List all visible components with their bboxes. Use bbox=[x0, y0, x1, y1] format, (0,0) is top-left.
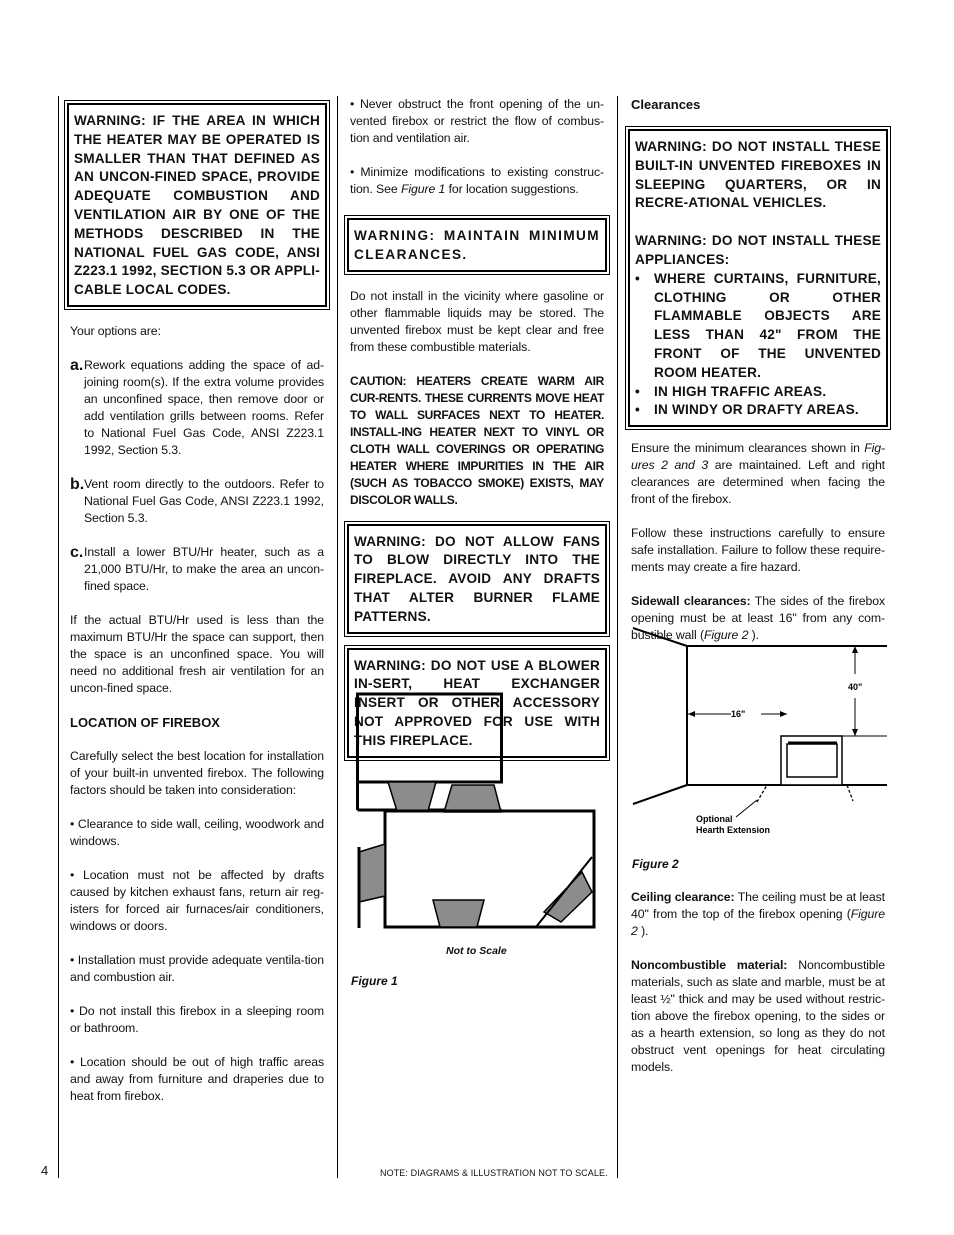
column-3-lower bbox=[631, 889, 885, 1076]
figure-1-floorplan bbox=[356, 692, 606, 938]
hearth-leader bbox=[736, 800, 757, 817]
column-3 bbox=[631, 96, 886, 1074]
warning-install-locations bbox=[628, 129, 888, 427]
ensure-paragraph bbox=[631, 440, 885, 508]
warning-text: WARNING: DO NOT ALLOW FANS TO BLOW DIRECTLY INTO THE FIREPLACE. AVOID ANY DRAFTS THAT ALTER BURNER FLAME PATTERNS. bbox=[354, 533, 600, 624]
option-b bbox=[70, 476, 324, 527]
btu-paragraph: If the actual BTU/Hr used is less than the maximum BTU/Hr the space can support, then the space is an unconfined space. You will need no additional fresh air ventilation for an uncon-fined space. bbox=[70, 612, 324, 695]
option-text: Rework equations adding the space of ad-joining room(s). If the extra volume provides an unconfined space, then remove door or add ventilation grills between rooms. Refer to National Fuel Gas Code, ANSI Z223.1 1992, Section 5.3. bbox=[84, 357, 324, 457]
paragraph-label: Sidewall clearances: bbox=[631, 594, 751, 609]
option-c bbox=[70, 544, 324, 595]
factor-item: • Installation must provide adequate ventila-tion and combustion air. bbox=[70, 952, 324, 984]
dimension-label-40: 40" bbox=[848, 682, 863, 692]
fireplace-symbol bbox=[433, 900, 484, 927]
paragraph-text: Noncombustible materials, such as slate and marble, must be at least ½" thick and may be used without restric-tion above the firebox opening, to the sides or as a hearth extension, so long as they do not obstruct vent openings for heat circulating models. bbox=[631, 958, 886, 1074]
arrowhead bbox=[852, 646, 858, 653]
paragraph-text: are maintained. Left and right clearances are determined when facing the front of the firebox. bbox=[631, 458, 885, 507]
bullet-text: • Minimize modifications to existing construc-tion. See bbox=[350, 165, 604, 196]
column-2 bbox=[350, 96, 604, 988]
factor-item: • Location must not be affected by drafts caused by kitchen exhaust fans, return air reg-isters for forced air furnaces/air conditioners, windows or doors. bbox=[70, 867, 324, 933]
paragraph-text: ). bbox=[637, 924, 649, 938]
hearth-label-line2: Hearth Extension bbox=[696, 825, 771, 835]
figure-ref: Figure 2 bbox=[704, 628, 749, 643]
vicinity-paragraph: Do not install in the vicinity where gasoline or other flammable liquids may be stored. The unvented firebox must be kept clear and free from these combustible materials. bbox=[350, 288, 604, 354]
warning-list-item: • WHERE CURTAINS, FURNITURE, CLOTHING OR OTHER FLAMMABLE OBJECTS ARE LESS THAN 42" FROM THE FRONT OF THE UNVENTED ROOM HEATER. bbox=[635, 270, 881, 383]
figure-1-note: Not to Scale bbox=[446, 945, 507, 957]
factor-item: • Clearance to side wall, ceiling, woodwork and windows. bbox=[70, 816, 324, 848]
hearth-extension-outline bbox=[757, 785, 853, 802]
warning-min-clearances bbox=[347, 218, 607, 272]
figure-ref: Figure 2 bbox=[631, 907, 885, 938]
paragraph-text: ). bbox=[748, 628, 759, 643]
bullet-text: for location suggestions. bbox=[445, 182, 579, 196]
arrowhead bbox=[780, 711, 787, 717]
figure-2-caption: Figure 2 bbox=[632, 857, 679, 871]
paragraph-label: Noncombustible material: bbox=[631, 958, 788, 972]
page-number: 4 bbox=[41, 1163, 49, 1178]
warning-unconfined-space bbox=[67, 103, 327, 307]
bullet-modifications bbox=[350, 164, 604, 198]
follow-paragraph: Follow these instructions carefully to ensure safe installation. Failure to follow these require-ments may create a fire hazard. bbox=[631, 526, 885, 575]
warning-text: WARNING: MAINTAIN MINIMUM CLEARANCES. bbox=[354, 228, 600, 262]
caution-paragraph: CAUTION: HEATERS CREATE WARM AIR CUR-RENTS. THESE CURRENTS MOVE HEAT TO WALL SURFACES NEXT TO HEATER. INSTALL-ING HEATER NEXT TO VINYL OR CLOTH WALL COVERINGS OR OPERATING HEATER WHERE IMPURITIES IN THE AIR (SUCH AS TOBACCO SMOKE) EXISTS, MAY DISCOLOR WALLS. bbox=[350, 373, 604, 507]
hearth-label-line1: Optional bbox=[696, 814, 733, 824]
option-mark: c. bbox=[70, 543, 84, 561]
arrowhead bbox=[688, 711, 695, 717]
warning-text: WARNING: IF THE AREA IN WHICH THE HEATER MAY BE OPERATED IS SMALLER THAN THAT DEFINED AS AN UNCON-FINED SPACE, PROVIDE ADEQUATE COMBUSTION AND VENTILATION AIR BY ONE OF THE METHODS DESCRIBED IN THE NATIONAL FUEL GAS CODE, ANSI Z223.1 1992, SECTION 5.3 OR APPLI-CABLE LOCAL CODES. bbox=[74, 113, 320, 298]
warning-list bbox=[635, 270, 881, 420]
fireplace-symbol bbox=[359, 844, 385, 902]
paragraph-text: The ceiling must be at least 40" from the top of the firebox opening ( bbox=[631, 890, 885, 921]
dimension-label-16: 16" bbox=[731, 709, 746, 719]
warning-text: WARNING: DO NOT INSTALL THESE BUILT-IN UNVENTED FIREBOXES IN SLEEPING QUARTERS, OR IN RECRE-ATIONAL VEHICLES. bbox=[635, 139, 881, 211]
options-intro: Your options are: bbox=[70, 323, 161, 338]
floor-line bbox=[633, 785, 687, 804]
bullet-front-opening: • Never obstruct the front opening of the un-vented firebox or restrict the flow of combus-tion and ventilation air. bbox=[350, 97, 604, 145]
location-heading: LOCATION OF FIREBOX bbox=[70, 714, 220, 730]
warning-fans bbox=[347, 524, 607, 634]
column-1 bbox=[70, 96, 324, 1105]
figure-ref: Figure 1 bbox=[400, 182, 446, 196]
ceiling-line bbox=[633, 628, 687, 646]
fireplace-symbol bbox=[388, 782, 436, 811]
footer-note: NOTE: DIAGRAMS & ILLUSTRATION NOT TO SCALE. bbox=[380, 1168, 608, 1178]
warning-list-item: • IN WINDY OR DRAFTY AREAS. bbox=[635, 401, 881, 420]
paragraph-text: The sides of the firebox opening must be at least 16" from any com-bustible wall ( bbox=[631, 594, 885, 643]
column-rule-right bbox=[617, 96, 618, 1178]
option-text: Vent room directly to the outdoors. Refer to National Fuel Gas Code, ANSI Z223.1 1992, Section 5.3. bbox=[84, 476, 324, 525]
warning-list-item: • IN HIGH TRAFFIC AREAS. bbox=[635, 383, 881, 402]
clearances-heading: Clearances bbox=[631, 97, 701, 112]
paragraph-text: Ensure the minimum clearances shown in bbox=[631, 441, 865, 456]
figure-ref: Fig-ures 2 and 3 bbox=[631, 441, 885, 473]
location-intro: Carefully select the best location for installation of your built-in unvented firebox. The following factors should be taken into consideration: bbox=[70, 748, 324, 797]
column-rule-middle bbox=[337, 96, 338, 1178]
corner-fireplace-symbol bbox=[544, 872, 592, 922]
figure-2-clearance-diagram bbox=[631, 626, 887, 846]
paragraph-label: Ceiling clearance: bbox=[631, 890, 735, 904]
option-a bbox=[70, 357, 324, 459]
option-mark: a. bbox=[70, 356, 84, 374]
noncombustible-paragraph bbox=[631, 957, 885, 1076]
option-text: Install a lower BTU/Hr heater, such as a 21,000 BTU/Hr, to make the area an uncon-fined space. bbox=[84, 544, 324, 593]
fireplace-symbol bbox=[444, 785, 501, 812]
warning-text: WARNING: DO NOT INSTALL THESE APPLIANCES: bbox=[635, 233, 881, 267]
column-rule-left bbox=[58, 96, 59, 1178]
upper-room-outline bbox=[358, 694, 502, 782]
figure-1-caption: Figure 1 bbox=[351, 974, 398, 988]
option-mark: b. bbox=[70, 475, 85, 493]
factor-item: • Do not install this firebox in a sleeping room or bathroom. bbox=[70, 1003, 324, 1035]
ceiling-paragraph bbox=[631, 889, 885, 940]
warning-text: WARNING: DO NOT USE A BLOWER IN-SERT, HEAT EXCHANGER INSERT OR OTHER ACCESSORY NOT APPROVED FOR USE WITH THIS FIREPLACE. bbox=[354, 657, 600, 748]
factor-item: • Location should be out of high traffic areas and away from furniture and draperies due to heat from firebox. bbox=[70, 1054, 324, 1103]
arrowhead bbox=[852, 729, 858, 736]
